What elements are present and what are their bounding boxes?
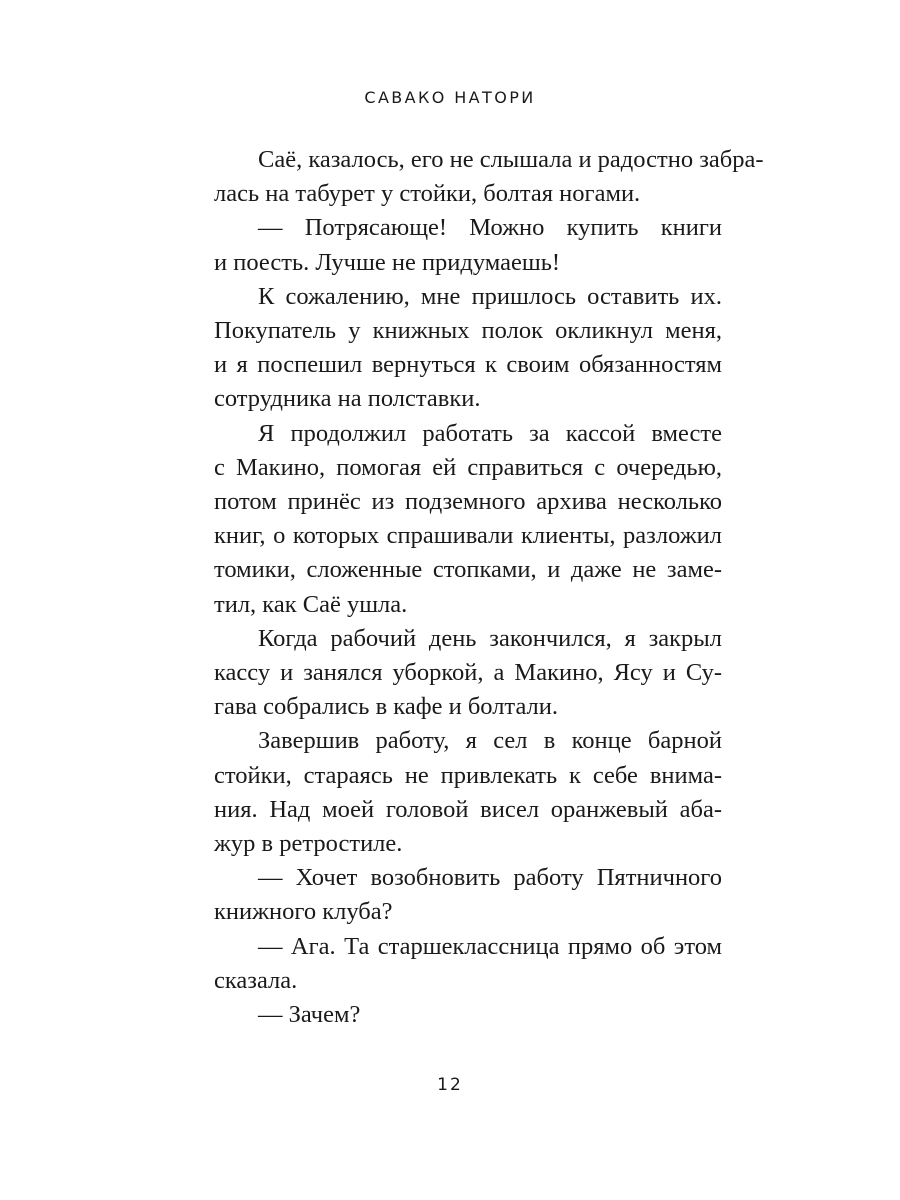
text-line: книг, о которых спрашивали клиенты, разложил <box>214 522 722 550</box>
text-line: сотрудника на полставки. <box>214 385 481 413</box>
text-line: с Макино, помогая ей справиться с очередью, <box>214 453 722 481</box>
text-line: — Потрясающе! Можно купить книги <box>258 214 722 242</box>
text-line: потом принёс из подземного архива несколько <box>214 488 722 516</box>
text-line: кассу и занялся уборкой, а Макино, Ясу и Су- <box>214 659 722 687</box>
text-line: сказала. <box>214 966 298 994</box>
body-text <box>214 143 764 1032</box>
text-line: ния. Над моей головой висел оранжевый аба- <box>214 795 722 823</box>
running-head: САВАКО НАТОРИ <box>364 88 536 107</box>
text-line: — Зачем? <box>258 1001 361 1029</box>
text-line: жур в ретростиле. <box>214 830 403 858</box>
text-line: тил, как Саё ушла. <box>214 590 408 618</box>
text-line: книжного клуба? <box>214 898 393 926</box>
text-line: Покупатель у книжных полок окликнул меня, <box>214 317 722 345</box>
text-line: и поесть. Лучше не придумаешь! <box>214 248 561 276</box>
text-line: лась на табурет у стойки, болтая ногами. <box>214 180 641 208</box>
text-line: Когда рабочий день закончился, я закрыл <box>258 624 722 652</box>
text-line: томики, сложенные стопками, и даже не заме- <box>214 556 722 584</box>
text-line: гава собрались в кафе и болтали. <box>214 693 558 721</box>
text-line: Завершив работу, я сел в конце барной <box>258 727 722 755</box>
page-number: 12 <box>437 1075 463 1095</box>
text-line: и я поспешил вернуться к своим обязанностям <box>214 351 722 379</box>
text-line: — Ага. Та старшеклассница прямо об этом <box>258 932 722 960</box>
text-line: — Хочет возобновить работу Пятничного <box>258 864 722 892</box>
text-line: стойки, стараясь не привлекать к себе внима- <box>214 761 722 789</box>
text-line: Я продолжил работать за кассой вместе <box>258 419 722 447</box>
text-line: К сожалению, мне пришлось оставить их. <box>258 282 722 310</box>
text-line: Саё, казалось, его не слышала и радостно забра- <box>258 146 764 173</box>
